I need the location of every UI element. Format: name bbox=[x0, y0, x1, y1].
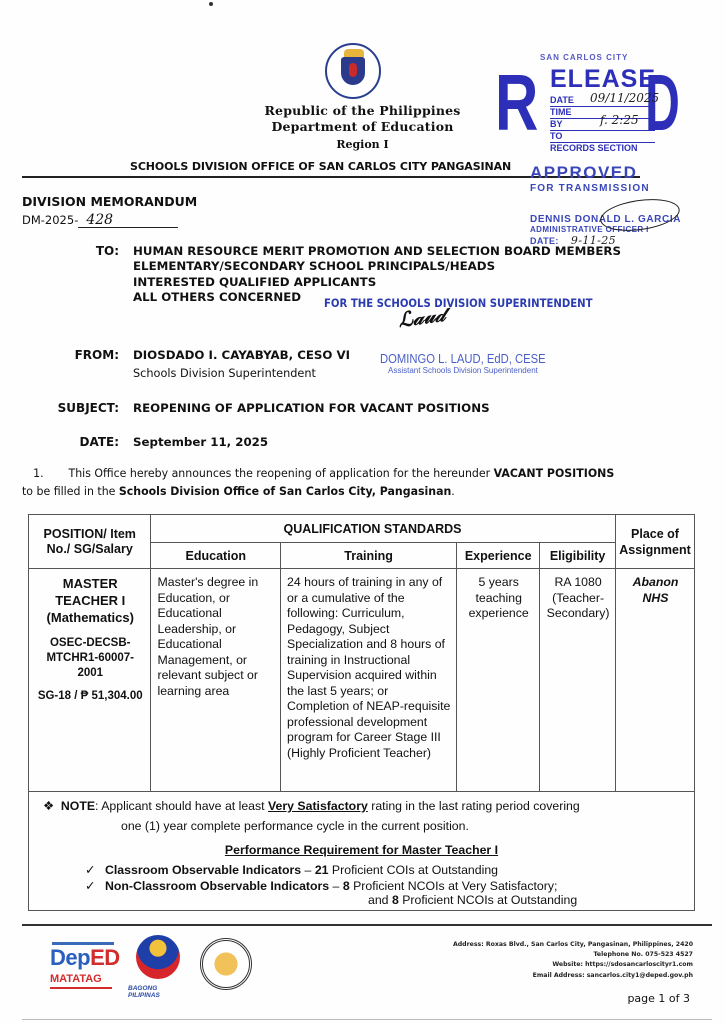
performance-title: Performance Requirement for Master Teacher I bbox=[224, 843, 499, 857]
table-row bbox=[29, 569, 695, 792]
from-title: Schools Division Superintendent bbox=[133, 367, 316, 380]
deped-matatag-logo: DepED MATATAG bbox=[50, 942, 120, 989]
header-training: Training bbox=[281, 543, 457, 569]
bagong-pilipinas-logo: BAGONG PILIPINAS bbox=[128, 935, 188, 999]
perf-item-ncoi: ✓ Non-Classroom Observable Indicators – 8 Proficient NCOIs at Very Satisfactory; bbox=[85, 879, 558, 893]
header-republic: Republic of the Philippines bbox=[264, 103, 461, 118]
footer-divider bbox=[22, 924, 712, 926]
memo-number: DM-2025- 428 bbox=[22, 213, 178, 228]
note-text: ❖ NOTE: Applicant should have at least Very Satisfactory rating in the last rating period covering bbox=[43, 799, 580, 813]
cell-training: 24 hours of training in any of or a cumulative of the following: Curriculum, Pedagogy, Subject Specialization and 8 hours of training in Instructional Supervision acquired within the last 5 years; or Completion of NEAP-requisite professional development program for Career Stage III (Highly Proficient Teacher) bbox=[281, 569, 457, 792]
signatory-stamp: DOMINGO L. LAUD, EdD, CESE Assistant Schools Division Superintendent bbox=[380, 352, 546, 375]
signature-laud: ℒ𝒶𝓊𝒹 bbox=[396, 301, 447, 333]
for-sds-stamp: FOR THE SCHOOLS DIVISION SUPERINTENDENT bbox=[324, 296, 593, 310]
header-qualification: QUALIFICATION STANDARDS bbox=[151, 515, 616, 543]
released-by-handwritten: f. 2:25 bbox=[600, 113, 639, 127]
page-edge bbox=[22, 1019, 712, 1020]
header-region: Region I bbox=[336, 138, 389, 151]
email-link[interactable]: Email Address: sancarlos.city1@deped.gov.ph bbox=[532, 971, 693, 979]
vacancy-table bbox=[28, 514, 695, 792]
cell-eligibility: RA 1080 (Teacher-Secondary) bbox=[540, 569, 616, 792]
from-label: FROM: bbox=[74, 348, 119, 362]
released-date-handwritten: 09/11/2025 bbox=[590, 91, 660, 105]
to-label: TO: bbox=[95, 244, 119, 258]
header-experience: Experience bbox=[457, 543, 540, 569]
cell-place: Abanon NHS bbox=[616, 569, 695, 792]
perf-item-ncoi-cont: and 8 Proficient NCOIs at Outstanding bbox=[368, 893, 578, 907]
to-recipients: HUMAN RESOURCE MERIT PROMOTION AND SELECTION BOARD MEMBERS ELEMENTARY/SECONDARY SCHOOL PRINCIPALS/HEADS INTERESTED QUALIFIED APPLICANTS ALL OTHERS CONCERNED bbox=[133, 244, 621, 304]
contact-info: Address: Roxas Blvd., San Carlos City, Pangasinan, Philippines, 2420 Telephone No. 075-523 4527 Website: https://sdosancarloscityr1.com Email Address: sancarlos.city1@deped.gov.ph bbox=[453, 940, 693, 981]
date-label: DATE: bbox=[79, 435, 119, 449]
released-stamp: SAN CARLOS CITY R ELEASE D DATE TIME BY TO RECORDS SECTION 09/11/2025 f. 2:25 bbox=[495, 53, 680, 153]
note-box: ❖ NOTE: Applicant should have at least Very Satisfactory rating in the last rating period covering one (1) year complete performance cycle in the current position. Performance Requirement for Master Teacher I ✓ Classroom Observable Indicators – 21 Proficient COIs at Outstanding ✓ Non-Classroom Observable Indicators – 8 Proficient NCOIs at Very Satisfactory; and 8 Proficient NCOIs at Outstanding bbox=[28, 791, 695, 911]
cell-education: Master's degree in Education, or Educational Leadership, or Educational Management, or relevant subject or learning area bbox=[151, 569, 281, 792]
subject: REOPENING OF APPLICATION FOR VACANT POSITIONS bbox=[133, 401, 490, 415]
memo-date: September 11, 2025 bbox=[133, 435, 269, 449]
cell-experience: 5 years teaching experience bbox=[457, 569, 540, 792]
subject-label: SUBJECT: bbox=[57, 401, 119, 415]
sdo-seal-icon bbox=[200, 938, 252, 990]
cell-position: MASTER TEACHER I (Mathematics) OSEC-DECSB-MTCHR1-60007-2001 SG-18 / ₱ 51,304.00 bbox=[29, 569, 151, 792]
header-education: Education bbox=[151, 543, 281, 569]
check-icon: ✓ bbox=[85, 879, 96, 893]
header-office: SCHOOLS DIVISION OFFICE OF SAN CARLOS CITY PANGASINAN bbox=[130, 160, 512, 173]
from-name: DIOSDADO I. CAYABYAB, CESO VI bbox=[133, 348, 351, 362]
header-position: POSITION/ Item No./ SG/Salary bbox=[29, 515, 151, 569]
deped-seal-icon bbox=[325, 43, 381, 99]
website-link[interactable]: Website: https://sdosancarloscityr1.com bbox=[552, 961, 693, 969]
memo-number-handwritten: 428 bbox=[78, 213, 178, 228]
approved-stamp: APPROVED FOR TRANSMISSION DENNIS DONALD L. GARCIA ADMINISTRATIVE OFFICER I DATE: 9-11-25 bbox=[530, 163, 682, 247]
scan-speck bbox=[209, 2, 213, 6]
announcement-paragraph: 1. This Office hereby announces the reopening of application for the hereunder VACANT POSITIONS to be filled in the Schools Division Office of San Carlos City, Pangasinan. bbox=[22, 466, 615, 498]
header-place: Place of Assignment bbox=[616, 515, 695, 569]
header-department: Department of Education bbox=[271, 119, 454, 134]
check-icon: ✓ bbox=[85, 863, 96, 877]
page-number: page 1 of 3 bbox=[627, 992, 690, 1005]
header-eligibility: Eligibility bbox=[540, 543, 616, 569]
memo-type: DIVISION MEMORANDUM bbox=[22, 194, 198, 209]
perf-item-coi: ✓ Classroom Observable Indicators – 21 Proficient COIs at Outstanding bbox=[85, 863, 499, 877]
